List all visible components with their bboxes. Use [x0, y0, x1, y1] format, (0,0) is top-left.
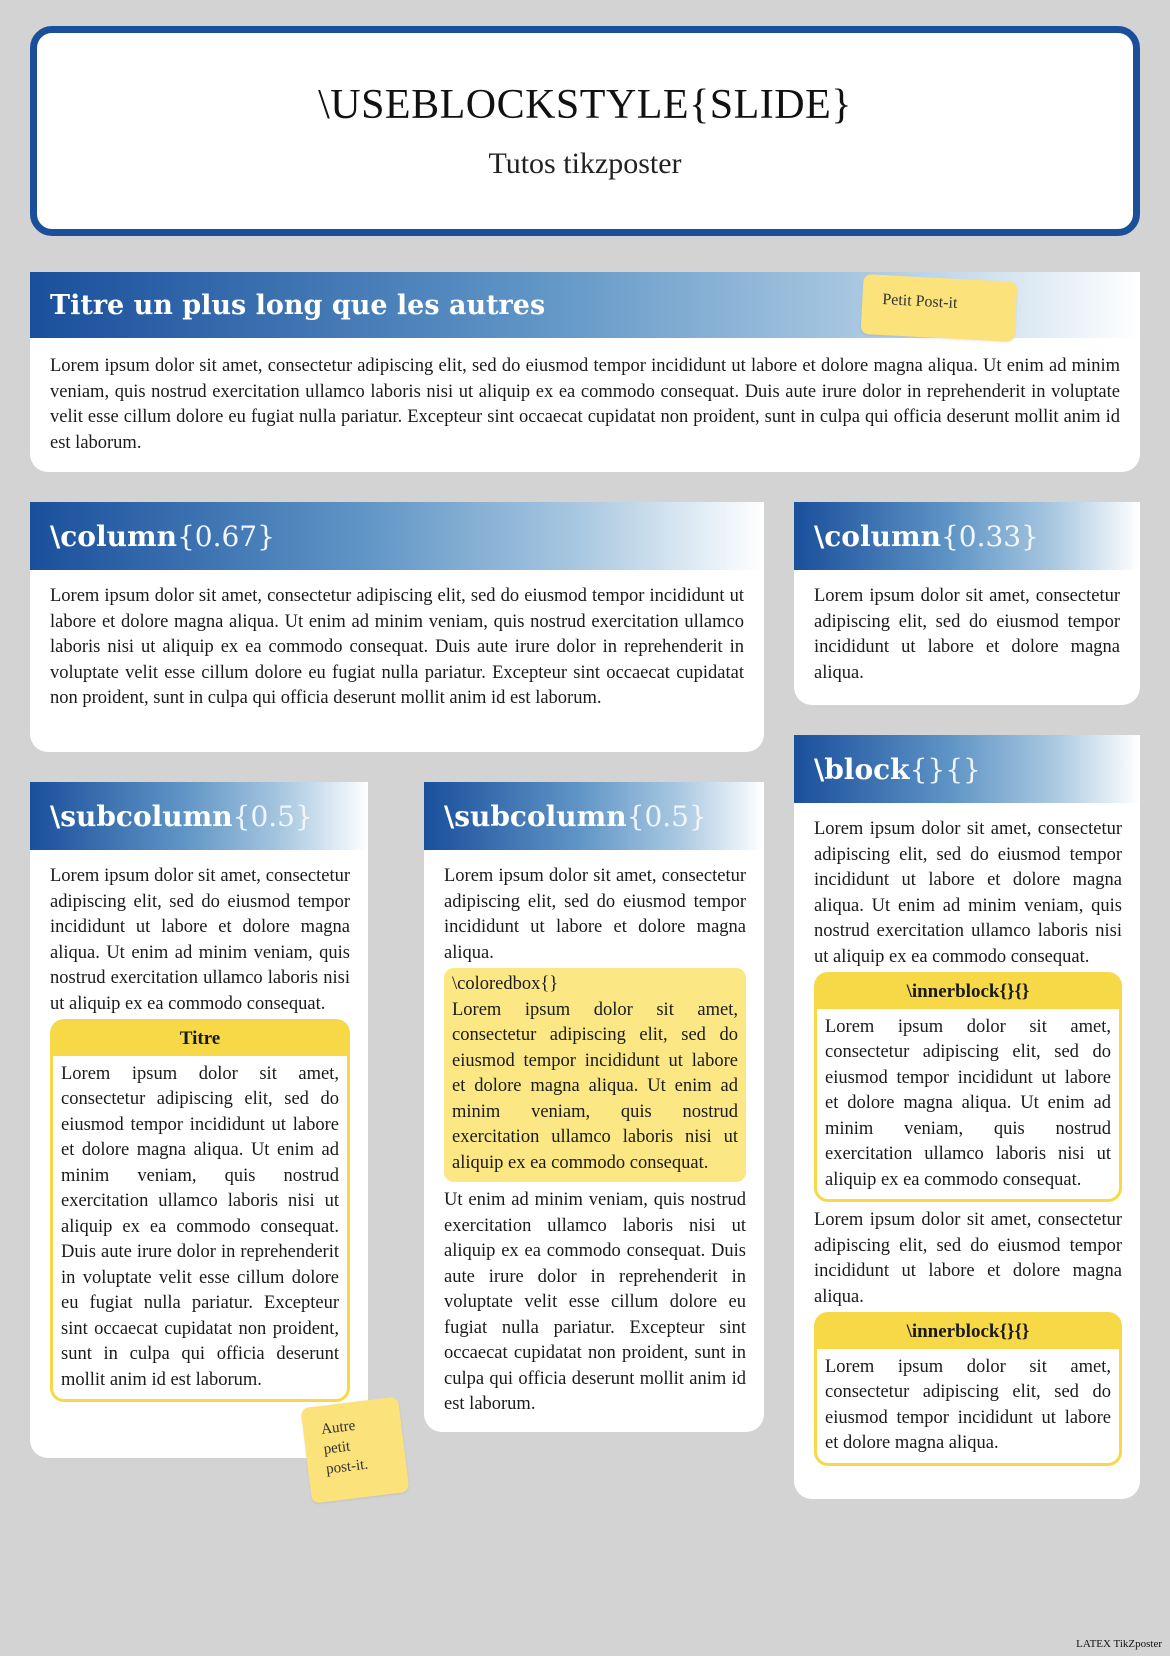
subcolumn-1-cmd: \subcolumn: [50, 799, 233, 833]
coloredbox-text: Lorem ipsum dolor sit amet, consectetur adipiscing elit, sed do eiusmod tempor incididunt ut labore et dolore magna aliqua. Ut enim ad minim veniam, quis nostrud exercitation ullamco laboris nisi ut aliquip ex ea commodo consequat.: [452, 999, 738, 1173]
postit-other-line-2: petit: [322, 1438, 352, 1458]
column-067-header: [30, 502, 764, 570]
column-033-body: Lorem ipsum dolor sit amet, consectetur adipiscing elit, sed do eiusmod tempor incididunt ut labore et dolore magna aliqua.: [814, 586, 1120, 683]
block-text-mid: Lorem ipsum dolor sit amet, consectetur adipiscing elit, sed do eiusmod tempor incididunt ut labore et dolore magna aliqua.: [814, 1210, 1122, 1307]
subcolumn-1-block: [30, 782, 368, 1458]
subcolumn-2-text-after: Ut enim ad minim veniam, quis nostrud exercitation ullamco laboris nisi ut aliquip ex ea commodo consequat. Duis aute irure dolor in reprehenderit in voluptate velit esse cillum dolore eu fugiat nulla pariatur. Excepteur sint occaecat cupidatat non proident, sunt in culpa qui officia deserunt mollit anim id est laborum.: [444, 1190, 746, 1414]
subcolumn-1-header: [30, 782, 368, 850]
column-067-cmd: \column: [50, 519, 177, 553]
subcolumn-2-body: [424, 850, 764, 1434]
postit-other: [301, 1396, 410, 1503]
wide-block-body: Lorem ipsum dolor sit amet, consectetur adipiscing elit, sed do eiusmod tempor incididunt ut labore et dolore magna aliqua. Ut enim ad minim veniam, quis nostrud exercitation ullamco laboris nisi ut aliquip ex ea commodo consequat. Duis aute irure dolor in reprehenderit in voluptate velit esse cillum dolore eu fugiat nulla pariatur. Excepteur sint occaecat cupidatat non proident, sunt in culpa qui officia deserunt mollit anim id est laborum.: [50, 356, 1120, 453]
block-header: [794, 735, 1140, 803]
block-body: [794, 803, 1140, 1488]
innerblock-1: [814, 972, 1122, 1202]
postit-other-line-1: Autre: [320, 1417, 357, 1438]
subcolumn-1-body: [30, 850, 368, 1424]
column-067-arg: {0.67}: [176, 519, 275, 553]
column-067-body: Lorem ipsum dolor sit amet, consectetur adipiscing elit, sed do eiusmod tempor incididunt ut labore et dolore magna aliqua. Ut enim ad minim veniam, quis nostrud exercitation ullamco laboris nisi ut aliquip ex ea commodo consequat. Duis aute irure dolor in reprehenderit in voluptate velit esse cillum dolore eu fugiat nulla pariatur. Excepteur sint occaecat cupidatat non proident, sunt in culpa qui officia deserunt mollit anim id est laborum.: [50, 586, 744, 708]
block-block: [794, 735, 1140, 1499]
poster-subtitle: Tutos tikzposter: [488, 147, 682, 180]
footer-credit: LATEX TikZposter: [1076, 1638, 1162, 1650]
postit-small: [861, 274, 1018, 342]
postit-small-text: Petit Post-it: [881, 291, 958, 312]
subcolumn-1-arg: {0.5}: [232, 799, 313, 833]
titre-innerblock: [50, 1019, 350, 1402]
titre-innerblock-title: Titre: [53, 1022, 347, 1056]
titre-innerblock-body: Lorem ipsum dolor sit amet, consectetur adipiscing elit, sed do eiusmod tempor incididunt ut labore et dolore magna aliqua. Ut enim ad minim veniam, quis nostrud exercitation ullamco laboris nisi ut aliquip ex ea commodo consequat. Duis aute irure dolor in reprehenderit in voluptate velit esse cillum dolore eu fugiat nulla pariatur. Excepteur sint occaecat cupidatat non proident, sunt in culpa qui officia deserunt mollit anim id est laborum.: [61, 1063, 339, 1390]
column-033-block: [794, 502, 1140, 705]
block-arg: {}{}: [909, 752, 981, 786]
subcolumn-1-text: Lorem ipsum dolor sit amet, consectetur adipiscing elit, sed do eiusmod tempor incididunt ut labore et dolore magna aliqua. Ut enim ad minim veniam, quis nostrud exercitation ullamco laboris nisi ut aliquip ex ea commodo consequat.: [50, 866, 350, 1014]
block-text: Lorem ipsum dolor sit amet, consectetur adipiscing elit, sed do eiusmod tempor incididunt ut labore et dolore magna aliqua. Ut enim ad minim veniam, quis nostrud exercitation ullamco laboris nisi ut aliquip ex ea commodo consequat.: [814, 819, 1122, 967]
subcolumn-2-block: [424, 782, 764, 1432]
postit-other-line-3: post-it.: [325, 1456, 369, 1478]
column-067-block: [30, 502, 764, 752]
coloredbox: [444, 968, 746, 1182]
innerblock-1-body: Lorem ipsum dolor sit amet, consectetur adipiscing elit, sed do eiusmod tempor incididunt ut labore et dolore magna aliqua. Ut enim ad minim veniam, quis nostrud exercitation ullamco laboris nisi ut aliquip ex ea commodo consequat.: [825, 1016, 1111, 1190]
innerblock-2-body: Lorem ipsum dolor sit amet, consectetur adipiscing elit, sed do eiusmod tempor incididunt ut labore et dolore magna aliqua.: [825, 1356, 1111, 1453]
column-033-cmd: \column: [814, 519, 941, 553]
innerblock-1-title: \innerblock{}{}: [817, 975, 1119, 1009]
subcolumn-2-cmd: \subcolumn: [444, 799, 627, 833]
column-033-arg: {0.33}: [940, 519, 1039, 553]
poster-title: \USEBLOCKSTYLE{SLIDE}: [318, 82, 852, 128]
coloredbox-label: \coloredbox{}: [452, 974, 559, 994]
innerblock-2-title: \innerblock{}{}: [817, 1315, 1119, 1349]
column-033-header: [794, 502, 1140, 570]
poster-title-box: [30, 26, 1140, 236]
wide-block-title: Titre un plus long que les autres: [50, 289, 546, 321]
block-cmd: \block: [814, 752, 910, 786]
subcolumn-2-arg: {0.5}: [626, 799, 707, 833]
innerblock-2: [814, 1312, 1122, 1466]
subcolumn-2-header: [424, 782, 764, 850]
subcolumn-2-text: Lorem ipsum dolor sit amet, consectetur adipiscing elit, sed do eiusmod tempor incididunt ut labore et dolore magna aliqua.: [444, 866, 746, 963]
